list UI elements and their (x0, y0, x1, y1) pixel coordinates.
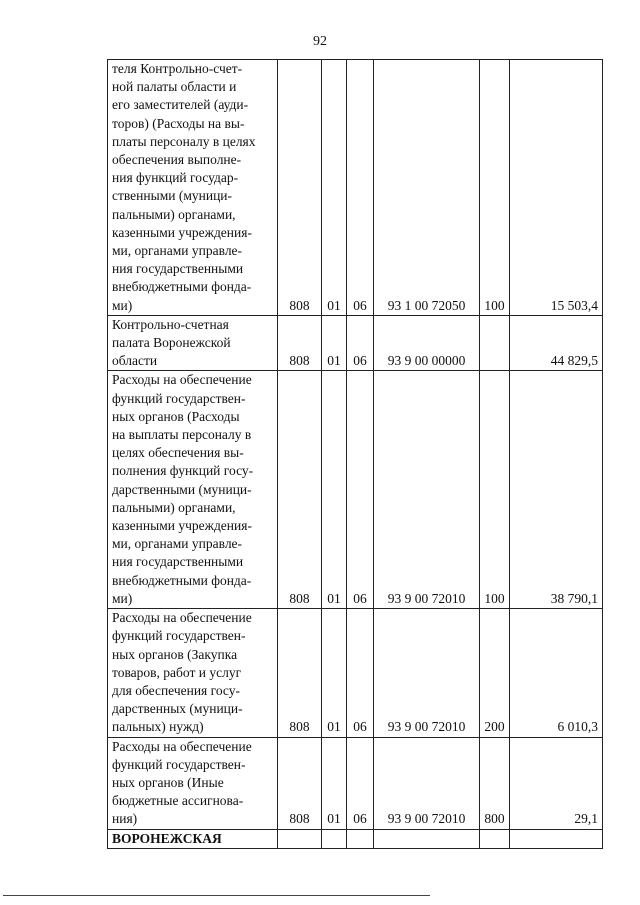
csr-cell (374, 829, 480, 848)
csr-cell: 93 1 00 72050 (374, 60, 480, 316)
table-row (108, 60, 603, 316)
table-row (108, 371, 603, 609)
rz-cell: 01 (322, 609, 347, 737)
rz-cell: 01 (322, 315, 347, 371)
csr-cell: 93 9 00 72010 (374, 737, 480, 829)
pr-cell: 06 (347, 315, 374, 371)
vr-cell: 800 (480, 737, 510, 829)
gr-cell: 808 (278, 60, 322, 316)
table-row (108, 609, 603, 737)
table-row (108, 737, 603, 829)
amount-cell: 15 503,4 (510, 60, 603, 316)
pr-cell: 06 (347, 371, 374, 609)
row-name-cell: Расходы на обеспечение функций государствен- ных органов (Иные бюджетные ассигнова- ния) (108, 737, 278, 829)
gr-cell: 808 (278, 371, 322, 609)
vr-cell: 100 (480, 371, 510, 609)
gr-cell (278, 829, 322, 848)
vr-cell: 100 (480, 60, 510, 316)
gr-cell: 808 (278, 609, 322, 737)
pr-cell (347, 829, 374, 848)
row-name-cell: Контрольно-счетная палата Воронежской области (108, 315, 278, 371)
vr-cell: 200 (480, 609, 510, 737)
amount-cell: 38 790,1 (510, 371, 603, 609)
rz-cell: 01 (322, 60, 347, 316)
gr-cell: 808 (278, 737, 322, 829)
csr-cell: 93 9 00 00000 (374, 315, 480, 371)
row-name-cell: Расходы на обеспечение функций государствен- ных органов (Расходы на выплаты персоналу в целях обеспечения вы- полнения функций госу- дарственными (муници- пальными) органами, казенными учреждения- ми, органами управле- ния государственными внебюджетными фонда- ми) (108, 371, 278, 609)
row-name-cell: Расходы на обеспечение функций государствен- ных органов (Закупка товаров, работ и услуг для обеспечения госу- дарственных (муници- пальных) нужд) (108, 609, 278, 737)
page-number: 92 (313, 34, 327, 49)
amount-cell: 6 010,3 (510, 609, 603, 737)
amount-cell: 44 829,5 (510, 315, 603, 371)
csr-cell: 93 9 00 72010 (374, 609, 480, 737)
gr-cell: 808 (278, 315, 322, 371)
rz-cell (322, 829, 347, 848)
footer-divider (3, 895, 430, 896)
csr-cell: 93 9 00 72010 (374, 371, 480, 609)
pr-cell: 06 (347, 60, 374, 316)
table-row (108, 315, 603, 371)
budget-table (107, 59, 603, 849)
pr-cell: 06 (347, 737, 374, 829)
row-name-cell: теля Контрольно-счет- ной палаты области и его заместителей (ауди- торов) (Расходы на вы- платы персоналу в целях обеспечения выполне- ния функций государ- ственными (муници- пальными) органами, казенными учреждения- ми, органами управле- ния государственными внебюджетными фонда- ми) (108, 60, 278, 316)
amount-cell (510, 829, 603, 848)
pr-cell: 06 (347, 609, 374, 737)
row-name-cell: ВОРОНЕЖСКАЯ (108, 829, 278, 848)
table-row (108, 829, 603, 848)
amount-cell: 29,1 (510, 737, 603, 829)
rz-cell: 01 (322, 737, 347, 829)
vr-cell (480, 829, 510, 848)
rz-cell: 01 (322, 371, 347, 609)
vr-cell (480, 315, 510, 371)
